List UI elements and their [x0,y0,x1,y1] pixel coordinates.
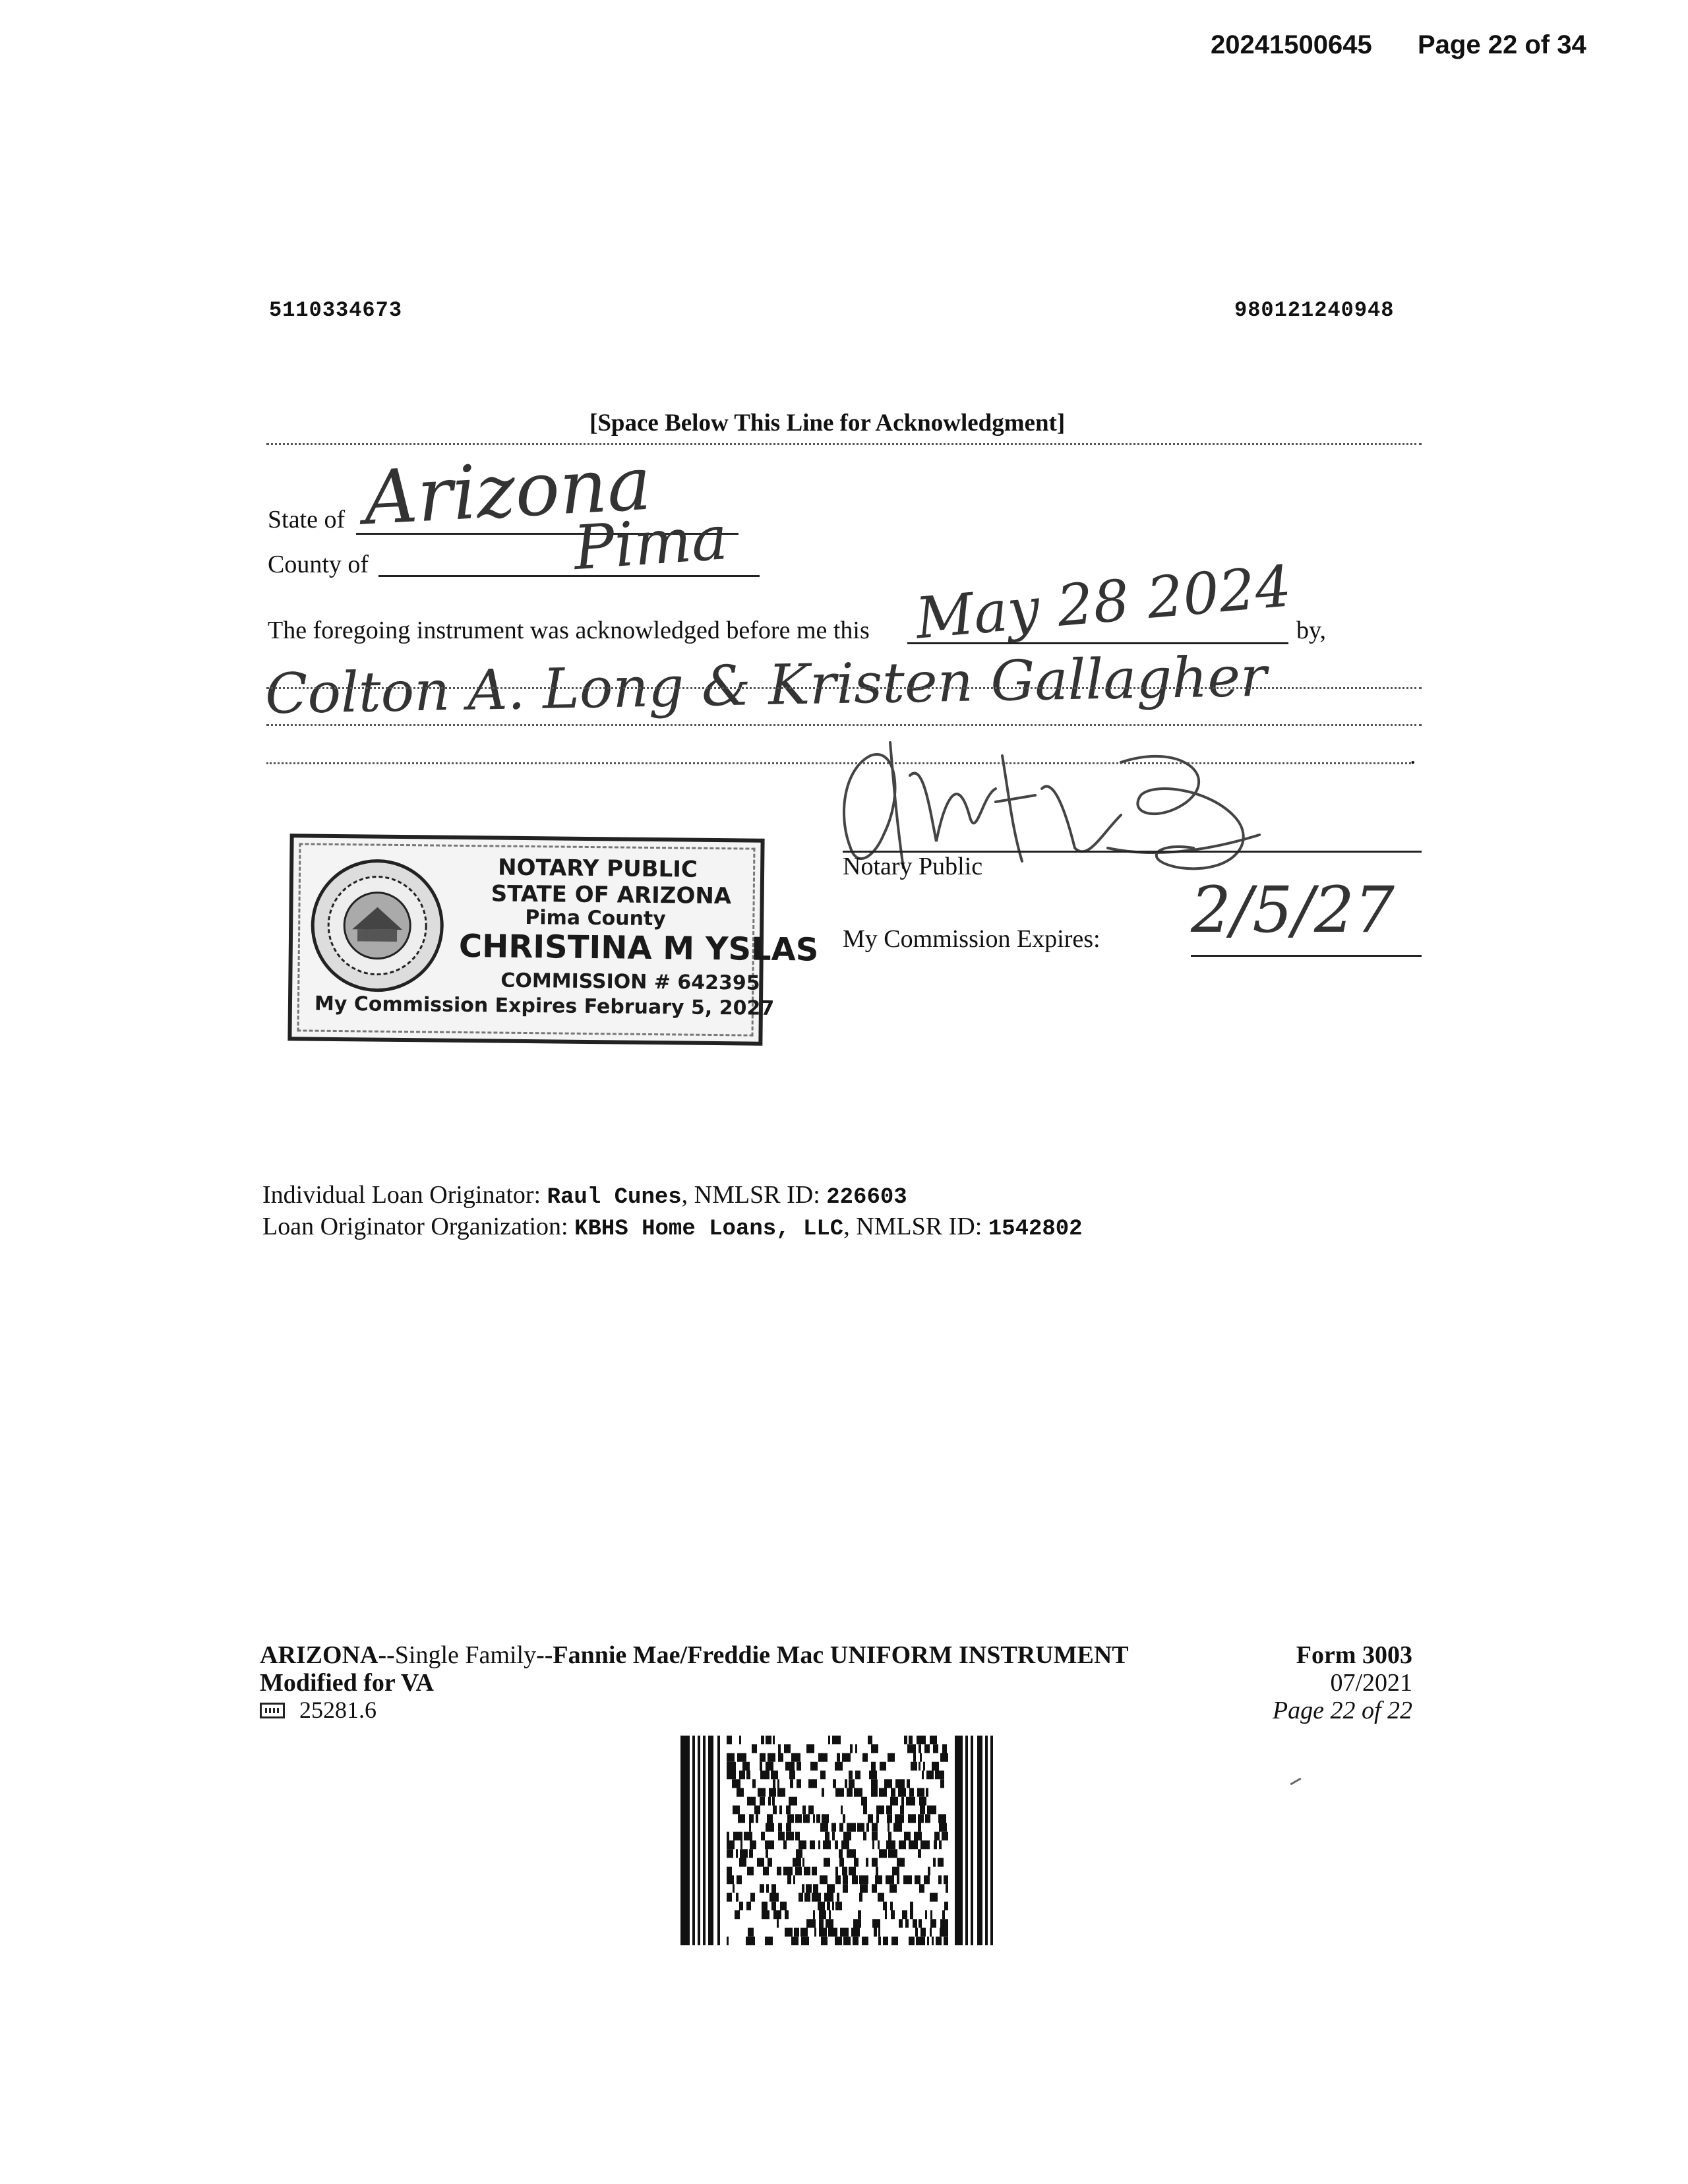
notary-public-label: Notary Public [843,853,983,880]
signers-line-1 [266,687,1422,689]
arizona-seal-icon [308,857,446,995]
footer-form-page: Page 22 of 22 [1272,1697,1412,1724]
originator-organization-name: KBHS Home Loans, LLC [574,1217,844,1242]
form-logo-icon [260,1703,285,1718]
footer-family: Single Family [394,1641,537,1669]
acknowledgment-header: [Space Below This Line for Acknowledgment] [589,410,1066,437]
footer-form-date: 07/2021 [1330,1669,1412,1697]
loan-number: 5110334673 [269,298,403,322]
footer-form-code [260,1696,377,1724]
footer-modified: Modified for VA [260,1669,434,1697]
nmlsr-label: , NMLSR ID: [843,1213,988,1240]
individual-originator-label: Individual Loan Originator: [262,1181,547,1209]
organization-nmlsr-id: 1542802 [988,1217,1083,1242]
notary-stamp [287,834,819,1046]
county-label: County of [268,551,369,578]
individual-originator [262,1180,907,1210]
stamp-line-state: STATE OF ARIZONA [491,880,732,910]
footer-state: ARIZONA [260,1641,378,1669]
signers-period: . [1410,742,1416,770]
footer-dash: -- [536,1641,553,1669]
footer-form-code-value: 25281.6 [299,1697,377,1723]
footer-instrument: Fannie Mae/Freddie Mac UNIFORM INSTRUMENT [553,1641,1129,1669]
stamp-line-commission: COMMISSION # 642395 [500,969,760,995]
county-handwritten: Pima [571,502,730,584]
recording-number: 20241500645 [1211,30,1372,59]
footer-form-title [260,1641,1129,1670]
stamp-line-expires: My Commission Expires February 5, 2027 [314,992,775,1020]
foregoing-text: The foregoing instrument was acknowledged before me this [268,617,870,644]
divider-line [266,443,1422,445]
individual-nmlsr-id: 226603 [826,1185,907,1210]
state-label: State of [268,506,346,533]
date-handwritten: May 28 2024 [913,553,1294,652]
footer-form-number: Form 3003 [1296,1641,1412,1669]
commission-underline [1191,955,1422,957]
originator-organization-label: Loan Originator Organization: [262,1213,575,1240]
page-indicator: Page 22 of 34 [1418,30,1586,59]
by-label: by, [1296,617,1327,644]
stamp-line-county: Pima County [525,905,666,931]
footer-dash: -- [378,1641,395,1669]
commission-expires-label: My Commission Expires: [843,925,1100,953]
signers-handwritten: Colton A. Long & Kristen Gallagher [264,644,1267,727]
stamp-line-name: CHRISTINA M YSLAS [458,927,819,969]
nmlsr-label: , NMLSR ID: [681,1181,827,1209]
individual-originator-name: Raul Cunes [547,1185,682,1210]
originator-organization [262,1212,1083,1242]
state-handwritten: Arizona [361,440,653,542]
barcode [680,1736,993,1945]
stamp-line-notary-public: NOTARY PUBLIC [497,854,698,883]
min-number: 980121240948 [1234,298,1395,322]
stray-mark [1290,1778,1301,1786]
commission-expires-handwritten: 2/5/27 [1191,873,1395,947]
county-underline [378,575,760,577]
